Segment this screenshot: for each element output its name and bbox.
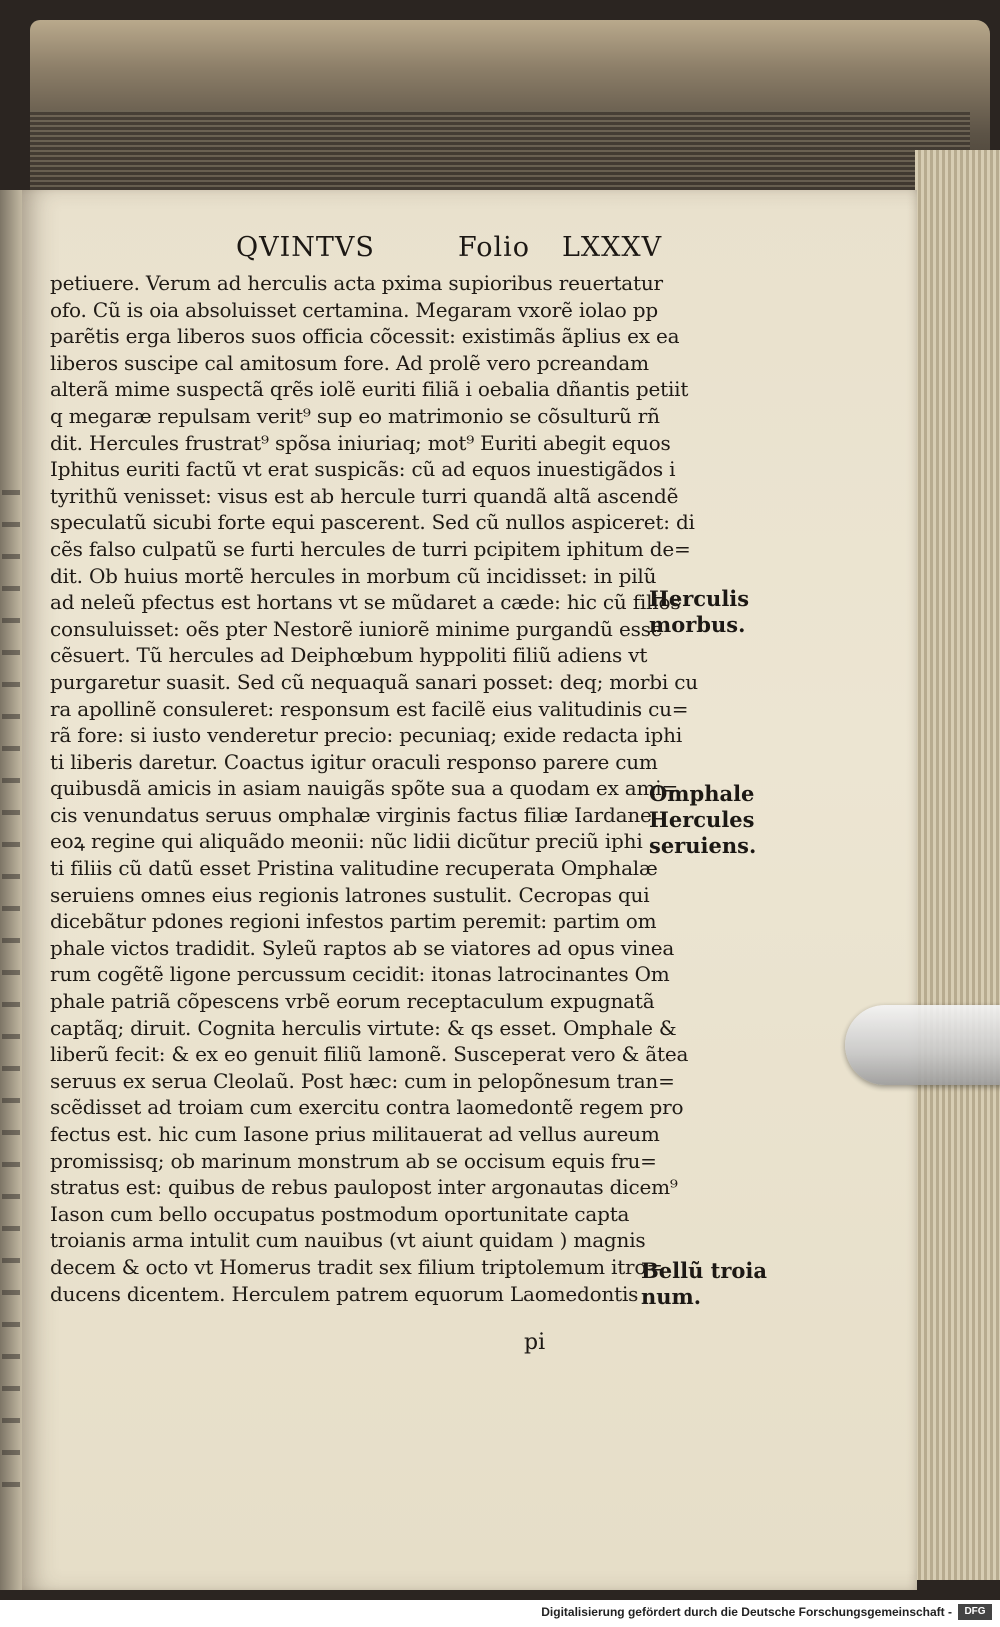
signature-mark: pi [524, 1330, 546, 1355]
text-line: consuluisset: oẽs pter Nestorẽ iuniorẽ minime purgandũ esse [50, 616, 663, 641]
facing-page-text-fragment [2, 490, 20, 1490]
facing-page-edge [0, 190, 24, 1590]
margin-note-line: morbus. [649, 612, 746, 637]
text-line: promissisq; ob marinum monstrum ab se occisum equis fru= [50, 1148, 657, 1173]
folio-number: LXXXV [562, 232, 663, 263]
text-line: troianis arma intulit cum nauibus (vt aiunt quidam ) magnis [50, 1228, 646, 1253]
text-line: seruiens omnes eius regionis latrones sustulit. Cecropas qui [50, 882, 650, 907]
text-line: cis venundatus seruus omphalæ virginis factus filiæ Iardane [50, 802, 652, 827]
text-line: rã fore: si iusto venderetur precio: pecuniaq; exide redacta iphi [50, 723, 683, 748]
margin-note-line: Hercules [649, 807, 755, 832]
text-line: dit. Ob huius mortẽ hercules in morbum cũ incidisset: in pilũ [50, 563, 657, 588]
text-line: purgaretur suasit. Sed cũ nequaquã sanari posset: deq; morbi cu [50, 669, 698, 694]
text-line: liberos suscipe cal amitosum fore. Ad prolẽ vero pcreandam [50, 350, 649, 375]
margin-note-herculis-morbus [649, 586, 749, 638]
text-line: speculatũ sicubi forte equi pascerent. Sed cũ nullos aspiceret: di [50, 510, 695, 535]
text-line: cẽs falso culpatũ se furti hercules de turri pcipitem iphitum de= [50, 536, 691, 561]
text-line: rum cogẽtẽ ligone percussum cecidit: itonas latrocinantes Om [50, 962, 670, 987]
dfg-logo: DFG [958, 1604, 992, 1620]
text-line: captãq; diruit. Cognita herculis virtute: & qs esset. Omphale & [50, 1015, 677, 1040]
text-line: decem & octo vt Homerus tradit sex filium triptolemum itro= [50, 1254, 663, 1279]
text-line: dit. Hercules frustrat⁹ spõsa iniuriaq; mot⁹ Euriti abegit equos [50, 430, 671, 455]
running-title: QVINTVS [236, 232, 375, 263]
text-line: liberũ fecit: & ex eo genuit filiũ lamonẽ. Susceperat vero & ãtea [50, 1042, 689, 1067]
text-line: fectus est. hic cum Iasone prius militauerat ad vellus aureum [50, 1122, 660, 1146]
text-line: quibusdã amicis in asiam nauigãs spõte sua a quodam ex ami= [50, 776, 679, 801]
text-line: ad neleũ pfectus est hortans vt se mũdaret a cæde: hic cũ filios [50, 590, 681, 615]
margin-note-line: Omphale [649, 781, 755, 806]
text-line: ti filiis cũ datũ esset Pristina valitudine recuperata Omphalæ [50, 856, 658, 881]
text-line: ofo. Cũ is oia absoluisset certamina. Megaram vxorẽ iolao pp [50, 297, 659, 322]
text-line: q megaræ repulsam verit⁹ sup eo matrimonio se cõsulturũ rñ [50, 403, 660, 428]
text-line: ducens dicentem. Herculem patrem equorum Laomedontis [50, 1281, 639, 1306]
text-line: parẽtis erga liberos suos officia cõcessit: existimãs ãplius ex ea [50, 324, 680, 349]
text-line: scẽdisset ad troiam cum exercitu contra laomedontẽ regem pro [50, 1095, 684, 1120]
text-line: cẽsuert. Tũ hercules ad Deiphœbum hyppoliti filiũ adiens vt [50, 643, 648, 668]
margin-note-omphale [649, 781, 756, 859]
text-line: alterã mime suspectã qrẽs iolẽ euriti filiã i oebalia dñantis petiit [50, 377, 689, 402]
text-line: Iason cum bello occupatus postmodum oportunitate capta [50, 1201, 630, 1226]
footer-credit: Digitalisierung gefördert durch die Deutsche Forschungsgemeinschaft - [541, 1605, 952, 1619]
text-line: Iphitus euriti factũ vt erat suspicãs: cũ ad equos inuestigãdos i [50, 457, 676, 482]
footer-bar [0, 1600, 1000, 1627]
margin-note-line: seruiens. [649, 833, 757, 858]
text-line: seruus ex serua Cleolaũ. Post hæc: cum in pelopõnesum tran= [50, 1068, 675, 1093]
text-line: dicebãtur pdones regioni infestos partim peremit: partim om [50, 909, 657, 934]
margin-note-line: num. [641, 1284, 702, 1309]
text-line: eoꝝ regine qui aliquãdo meonii: nũc lidii dicũtur preciũ iphi [50, 829, 643, 854]
text-line: tyrithũ venisset: visus est ab hercule turri quandã altã ascendẽ [50, 483, 679, 508]
page-holder-clip [845, 1005, 1000, 1085]
folio-label: Folio [458, 232, 531, 263]
margin-note-bellum-troianum [641, 1258, 767, 1310]
text-line: phale victos tradidit. Syleũ raptos ab se viatores ad opus vinea [50, 935, 675, 960]
text-line: stratus est: quibus de rebus paulopost inter argonautas dicem⁹ [50, 1175, 678, 1200]
text-line: ti liberis daretur. Coactus igitur oraculi responso parere cum [50, 749, 658, 774]
margin-note-line: Bellũ troia [641, 1258, 767, 1283]
text-line: phale patriã cõpescens vrbẽ eorum receptaculum expugnatã [50, 989, 655, 1014]
margin-note-line: Herculis [649, 586, 750, 611]
text-line: ra apollinẽ consuleret: responsum est facilẽ eius valitudinis cu= [50, 696, 689, 721]
text-line: petiuere. Verum ad herculis acta pxima supioribus reuertatur [50, 271, 663, 295]
page-stack-side [915, 150, 1000, 1580]
